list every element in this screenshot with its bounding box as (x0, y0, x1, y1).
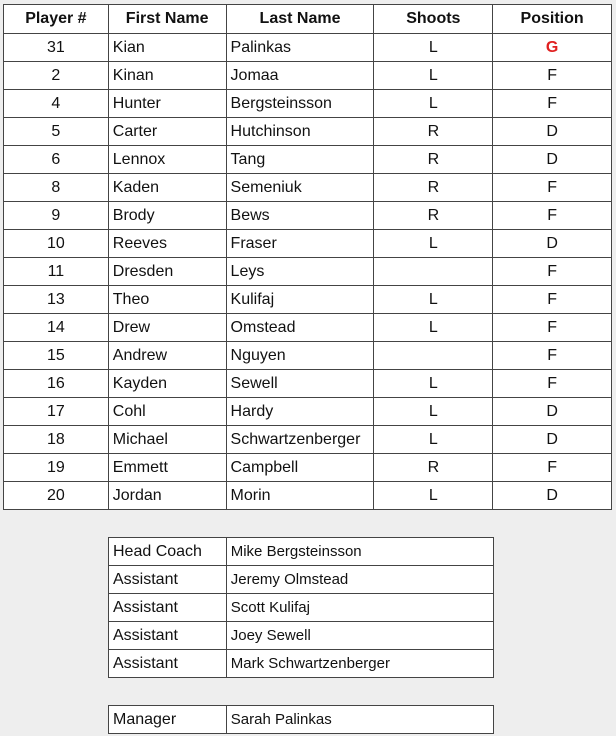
staff-row (109, 538, 494, 566)
first-name-cell: Kaden (108, 174, 226, 202)
shoots-cell: L (374, 62, 493, 90)
position-cell: F (493, 258, 612, 286)
last-name-cell: Fraser (226, 230, 374, 258)
staff-row (109, 566, 494, 594)
position-cell: F (493, 370, 612, 398)
position-cell: F (493, 90, 612, 118)
table-row (4, 146, 612, 174)
header-first-name: First Name (108, 5, 226, 34)
last-name-cell: Tang (226, 146, 374, 174)
last-name-cell: Omstead (226, 314, 374, 342)
header-shoots: Shoots (374, 5, 493, 34)
table-row (4, 174, 612, 202)
first-name-cell: Kian (108, 34, 226, 62)
staff-name: Mark Schwartzenberger (226, 650, 493, 678)
last-name-cell: Kulifaj (226, 286, 374, 314)
table-row (4, 34, 612, 62)
table-row (4, 370, 612, 398)
position-cell: F (493, 62, 612, 90)
player-number-cell: 16 (4, 370, 109, 398)
shoots-cell: R (374, 174, 493, 202)
shoots-cell: R (374, 202, 493, 230)
player-number-cell: 8 (4, 174, 109, 202)
table-row (4, 426, 612, 454)
last-name-cell: Schwartzenberger (226, 426, 374, 454)
last-name-cell: Semeniuk (226, 174, 374, 202)
first-name-cell: Carter (108, 118, 226, 146)
table-row (4, 258, 612, 286)
table-row (4, 482, 612, 510)
first-name-cell: Theo (108, 286, 226, 314)
position-cell: D (493, 118, 612, 146)
position-cell: D (493, 398, 612, 426)
last-name-cell: Sewell (226, 370, 374, 398)
table-row (4, 342, 612, 370)
staff-role: Head Coach (109, 538, 227, 566)
shoots-cell (374, 342, 493, 370)
manager-table (108, 705, 494, 734)
last-name-cell: Nguyen (226, 342, 374, 370)
position-cell: F (493, 286, 612, 314)
shoots-cell: L (374, 286, 493, 314)
player-number-cell: 15 (4, 342, 109, 370)
player-number-cell: 11 (4, 258, 109, 286)
position-cell: G (493, 34, 612, 62)
first-name-cell: Reeves (108, 230, 226, 258)
table-row (4, 62, 612, 90)
staff-name: Jeremy Olmstead (226, 566, 493, 594)
player-number-cell: 14 (4, 314, 109, 342)
position-cell: F (493, 454, 612, 482)
last-name-cell: Bews (226, 202, 374, 230)
roster-body (4, 34, 612, 510)
position-cell: D (493, 146, 612, 174)
manager-name: Sarah Palinkas (226, 706, 493, 734)
staff-name: Mike Bergsteinsson (226, 538, 493, 566)
position-cell: F (493, 202, 612, 230)
shoots-cell: R (374, 118, 493, 146)
table-row (4, 90, 612, 118)
shoots-cell: L (374, 398, 493, 426)
first-name-cell: Emmett (108, 454, 226, 482)
staff-row (109, 650, 494, 678)
first-name-cell: Michael (108, 426, 226, 454)
last-name-cell: Hardy (226, 398, 374, 426)
shoots-cell: L (374, 34, 493, 62)
player-number-cell: 10 (4, 230, 109, 258)
table-row (4, 118, 612, 146)
player-number-cell: 18 (4, 426, 109, 454)
first-name-cell: Brody (108, 202, 226, 230)
header-position: Position (493, 5, 612, 34)
staff-name: Joey Sewell (226, 622, 493, 650)
staff-name: Scott Kulifaj (226, 594, 493, 622)
shoots-cell (374, 258, 493, 286)
shoots-cell: L (374, 230, 493, 258)
header-last-name: Last Name (226, 5, 374, 34)
first-name-cell: Dresden (108, 258, 226, 286)
roster-table (3, 4, 612, 510)
player-number-cell: 20 (4, 482, 109, 510)
shoots-cell: L (374, 370, 493, 398)
player-number-cell: 19 (4, 454, 109, 482)
staff-role: Assistant (109, 622, 227, 650)
shoots-cell: R (374, 146, 493, 174)
position-cell: F (493, 174, 612, 202)
first-name-cell: Andrew (108, 342, 226, 370)
player-number-cell: 4 (4, 90, 109, 118)
staff-row (109, 622, 494, 650)
position-cell: D (493, 426, 612, 454)
staff-row (109, 594, 494, 622)
player-number-cell: 2 (4, 62, 109, 90)
coaching-staff-body (109, 538, 494, 678)
last-name-cell: Palinkas (226, 34, 374, 62)
roster-header-row (4, 5, 612, 34)
table-row (4, 314, 612, 342)
table-row (4, 230, 612, 258)
table-row (4, 398, 612, 426)
last-name-cell: Morin (226, 482, 374, 510)
first-name-cell: Cohl (108, 398, 226, 426)
player-number-cell: 5 (4, 118, 109, 146)
shoots-cell: L (374, 426, 493, 454)
coaching-staff-table (108, 537, 494, 678)
staff-role: Assistant (109, 594, 227, 622)
shoots-cell: L (374, 314, 493, 342)
last-name-cell: Jomaa (226, 62, 374, 90)
position-cell: F (493, 342, 612, 370)
position-cell: F (493, 314, 612, 342)
first-name-cell: Hunter (108, 90, 226, 118)
player-number-cell: 9 (4, 202, 109, 230)
header-player-number: Player # (4, 5, 109, 34)
table-row (4, 454, 612, 482)
manager-role: Manager (109, 706, 227, 734)
staff-role: Assistant (109, 566, 227, 594)
shoots-cell: R (374, 454, 493, 482)
first-name-cell: Jordan (108, 482, 226, 510)
last-name-cell: Hutchinson (226, 118, 374, 146)
shoots-cell: L (374, 90, 493, 118)
staff-role: Assistant (109, 650, 227, 678)
first-name-cell: Lennox (108, 146, 226, 174)
shoots-cell: L (374, 482, 493, 510)
player-number-cell: 17 (4, 398, 109, 426)
position-cell: D (493, 230, 612, 258)
position-cell: D (493, 482, 612, 510)
first-name-cell: Kayden (108, 370, 226, 398)
table-row (4, 286, 612, 314)
last-name-cell: Bergsteinsson (226, 90, 374, 118)
last-name-cell: Campbell (226, 454, 374, 482)
first-name-cell: Kinan (108, 62, 226, 90)
manager-row (109, 706, 494, 734)
last-name-cell: Leys (226, 258, 374, 286)
first-name-cell: Drew (108, 314, 226, 342)
player-number-cell: 6 (4, 146, 109, 174)
player-number-cell: 31 (4, 34, 109, 62)
table-row (4, 202, 612, 230)
player-number-cell: 13 (4, 286, 109, 314)
